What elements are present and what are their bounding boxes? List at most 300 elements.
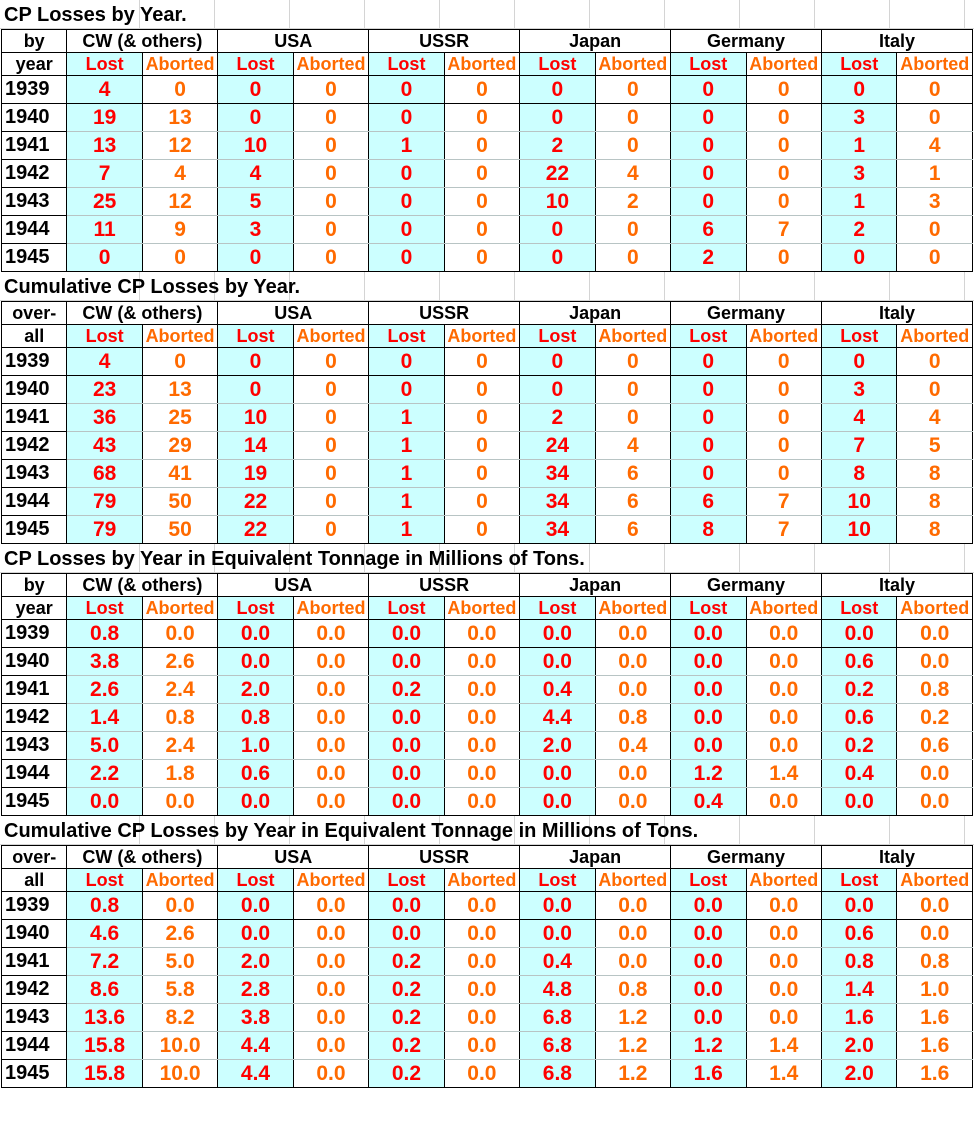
aborted-value-cell: 0: [897, 376, 973, 404]
lost-value-cell: 4.4: [218, 1060, 293, 1088]
aborted-value-cell: 0: [444, 160, 519, 188]
aborted-value-cell: 0: [746, 188, 821, 216]
aborted-value-cell: 1.6: [897, 1032, 973, 1060]
table-row: [2, 704, 973, 732]
lost-value-cell: 0: [369, 376, 444, 404]
lost-value-cell: 4.8: [520, 976, 595, 1004]
aborted-value-cell: 7: [746, 488, 821, 516]
column-header-row: [2, 53, 973, 76]
lost-value-cell: 25: [67, 188, 142, 216]
aborted-value-cell: 0: [293, 488, 368, 516]
aborted-value-cell: 0: [746, 432, 821, 460]
aborted-value-cell: 0.8: [897, 948, 973, 976]
losses-table: [1, 29, 973, 272]
lost-value-cell: 0: [671, 188, 746, 216]
lost-value-cell: 0.2: [369, 1004, 444, 1032]
aborted-value-cell: 0: [595, 104, 670, 132]
lost-value-cell: 0.2: [369, 948, 444, 976]
lost-value-cell: 0.0: [671, 1004, 746, 1032]
aborted-value-cell: 0: [293, 516, 368, 544]
lost-value-cell: 0.0: [671, 676, 746, 704]
lost-value-cell: 7.2: [67, 948, 142, 976]
aborted-value-cell: 4: [142, 160, 217, 188]
lost-value-cell: 0: [218, 376, 293, 404]
lost-value-cell: 0.0: [671, 620, 746, 648]
lost-column-header: Lost: [671, 597, 746, 620]
lost-value-cell: 0.2: [369, 676, 444, 704]
year-cell: 1944: [2, 760, 67, 788]
lost-value-cell: 0: [671, 376, 746, 404]
aborted-column-header: Aborted: [142, 869, 217, 892]
aborted-value-cell: 0.0: [293, 704, 368, 732]
column-header-row: [2, 325, 973, 348]
lost-value-cell: 34: [520, 488, 595, 516]
aborted-value-cell: 0.0: [595, 892, 670, 920]
lost-value-cell: 0.0: [369, 620, 444, 648]
lost-value-cell: 0: [218, 76, 293, 104]
lost-column-header: Lost: [671, 53, 746, 76]
lost-value-cell: 0: [369, 104, 444, 132]
lost-value-cell: 0: [671, 432, 746, 460]
year-cell: 1941: [2, 676, 67, 704]
aborted-column-header: Aborted: [293, 869, 368, 892]
aborted-value-cell: 0.0: [444, 760, 519, 788]
aborted-value-cell: 0.0: [595, 676, 670, 704]
table-row: [2, 788, 973, 816]
aborted-value-cell: 0: [595, 376, 670, 404]
nation-header: USSR: [369, 30, 520, 53]
row-header-top: over-: [2, 302, 67, 325]
nation-header: Italy: [821, 846, 972, 869]
lost-value-cell: 4: [67, 76, 142, 104]
year-cell: 1945: [2, 788, 67, 816]
aborted-column-header: Aborted: [746, 53, 821, 76]
aborted-value-cell: 0.0: [293, 1060, 368, 1088]
aborted-value-cell: 0: [444, 76, 519, 104]
aborted-value-cell: 0: [595, 76, 670, 104]
aborted-value-cell: 0.0: [293, 1004, 368, 1032]
lost-value-cell: 0.0: [671, 976, 746, 1004]
table-row: [2, 676, 973, 704]
table-row: [2, 976, 973, 1004]
aborted-value-cell: 0.0: [746, 892, 821, 920]
lost-column-header: Lost: [821, 597, 896, 620]
lost-column-header: Lost: [369, 325, 444, 348]
aborted-value-cell: 0: [595, 132, 670, 160]
aborted-value-cell: 0.0: [595, 788, 670, 816]
nation-header: Germany: [671, 846, 822, 869]
aborted-column-header: Aborted: [897, 869, 973, 892]
aborted-value-cell: 0: [746, 160, 821, 188]
lost-column-header: Lost: [67, 53, 142, 76]
aborted-value-cell: 0.2: [897, 704, 973, 732]
lost-value-cell: 0.0: [67, 788, 142, 816]
aborted-value-cell: 0.0: [444, 732, 519, 760]
aborted-value-cell: 0: [293, 104, 368, 132]
year-cell: 1943: [2, 460, 67, 488]
losses-table: [1, 845, 973, 1088]
year-cell: 1940: [2, 648, 67, 676]
table-row: [2, 1032, 973, 1060]
aborted-value-cell: 0.0: [746, 1004, 821, 1032]
lost-value-cell: 10: [520, 188, 595, 216]
aborted-value-cell: 0.0: [444, 1032, 519, 1060]
aborted-value-cell: 0: [142, 244, 217, 272]
aborted-value-cell: 0: [293, 376, 368, 404]
lost-value-cell: 4.4: [520, 704, 595, 732]
nation-header: CW (& others): [67, 302, 218, 325]
table-row: [2, 1060, 973, 1088]
aborted-column-header: Aborted: [595, 597, 670, 620]
lost-value-cell: 1: [369, 460, 444, 488]
aborted-column-header: Aborted: [897, 325, 973, 348]
aborted-value-cell: 0.0: [444, 704, 519, 732]
aborted-value-cell: 0: [293, 244, 368, 272]
aborted-value-cell: 1.2: [595, 1004, 670, 1032]
aborted-value-cell: 1.8: [142, 760, 217, 788]
nation-header: Italy: [821, 30, 972, 53]
table-row: [2, 216, 973, 244]
aborted-value-cell: 0: [746, 244, 821, 272]
aborted-value-cell: 8: [897, 516, 973, 544]
nation-header-row: [2, 846, 973, 869]
lost-value-cell: 1: [369, 432, 444, 460]
lost-value-cell: 22: [520, 160, 595, 188]
year-cell: 1944: [2, 488, 67, 516]
lost-value-cell: 0.2: [369, 976, 444, 1004]
lost-value-cell: 2.0: [821, 1032, 896, 1060]
nation-header: USA: [218, 574, 369, 597]
aborted-value-cell: 0.0: [746, 676, 821, 704]
lost-value-cell: 68: [67, 460, 142, 488]
aborted-value-cell: 0.8: [595, 704, 670, 732]
lost-value-cell: 0.2: [821, 732, 896, 760]
aborted-value-cell: 2.4: [142, 676, 217, 704]
lost-column-header: Lost: [520, 597, 595, 620]
table-row: [2, 892, 973, 920]
column-header-row: [2, 869, 973, 892]
year-cell: 1942: [2, 160, 67, 188]
lost-value-cell: 0: [369, 160, 444, 188]
lost-value-cell: 0.4: [671, 788, 746, 816]
nation-header: USA: [218, 846, 369, 869]
lost-value-cell: 7: [821, 432, 896, 460]
lost-value-cell: 0.6: [821, 920, 896, 948]
aborted-value-cell: 0.0: [293, 648, 368, 676]
lost-value-cell: 34: [520, 460, 595, 488]
lost-value-cell: 1.6: [821, 1004, 896, 1032]
lost-value-cell: 6: [671, 216, 746, 244]
aborted-value-cell: 0.0: [293, 892, 368, 920]
year-cell: 1942: [2, 432, 67, 460]
lost-value-cell: 0: [671, 132, 746, 160]
aborted-value-cell: 0: [746, 404, 821, 432]
table-row: [2, 432, 973, 460]
table-row: [2, 516, 973, 544]
aborted-value-cell: 0: [746, 132, 821, 160]
lost-value-cell: 2.0: [218, 676, 293, 704]
nation-header: CW (& others): [67, 846, 218, 869]
lost-value-cell: 0: [821, 76, 896, 104]
aborted-value-cell: 12: [142, 188, 217, 216]
aborted-value-cell: 0: [293, 160, 368, 188]
losses-table: [1, 573, 973, 816]
aborted-value-cell: 0: [142, 348, 217, 376]
aborted-value-cell: 6: [595, 460, 670, 488]
aborted-value-cell: 0: [746, 376, 821, 404]
aborted-value-cell: 50: [142, 516, 217, 544]
table-row: [2, 460, 973, 488]
lost-value-cell: 15.8: [67, 1032, 142, 1060]
aborted-value-cell: 0.0: [746, 920, 821, 948]
lost-value-cell: 5: [218, 188, 293, 216]
section-title: CP Losses by Year.: [0, 0, 974, 29]
aborted-value-cell: 0.0: [746, 788, 821, 816]
lost-value-cell: 5.0: [67, 732, 142, 760]
aborted-value-cell: 41: [142, 460, 217, 488]
row-header-bottom: all: [2, 325, 67, 348]
lost-value-cell: 0: [520, 216, 595, 244]
lost-value-cell: 0.0: [369, 788, 444, 816]
aborted-value-cell: 10.0: [142, 1060, 217, 1088]
aborted-value-cell: 0: [444, 188, 519, 216]
aborted-value-cell: 0: [293, 432, 368, 460]
lost-value-cell: 2.6: [67, 676, 142, 704]
aborted-value-cell: 1: [897, 160, 973, 188]
year-cell: 1943: [2, 732, 67, 760]
lost-value-cell: 1: [369, 132, 444, 160]
aborted-value-cell: 0.0: [293, 760, 368, 788]
lost-value-cell: 0: [369, 216, 444, 244]
lost-value-cell: 0.0: [520, 788, 595, 816]
aborted-value-cell: 0: [293, 460, 368, 488]
aborted-value-cell: 0.8: [897, 676, 973, 704]
lost-value-cell: 3.8: [67, 648, 142, 676]
lost-value-cell: 0.0: [369, 892, 444, 920]
aborted-value-cell: 3: [897, 188, 973, 216]
lost-value-cell: 0.4: [520, 948, 595, 976]
aborted-value-cell: 0.6: [897, 732, 973, 760]
lost-value-cell: 2: [520, 404, 595, 432]
lost-value-cell: 3: [821, 160, 896, 188]
aborted-value-cell: 0.0: [444, 948, 519, 976]
lost-value-cell: 6.8: [520, 1060, 595, 1088]
table-row: [2, 760, 973, 788]
lost-value-cell: 3: [218, 216, 293, 244]
lost-column-header: Lost: [369, 869, 444, 892]
lost-value-cell: 0: [520, 376, 595, 404]
aborted-value-cell: 7: [746, 516, 821, 544]
lost-column-header: Lost: [520, 869, 595, 892]
row-header-top: by: [2, 30, 67, 53]
lost-value-cell: 11: [67, 216, 142, 244]
lost-value-cell: 0.0: [821, 788, 896, 816]
table-row: [2, 244, 973, 272]
aborted-value-cell: 10.0: [142, 1032, 217, 1060]
lost-value-cell: 0.0: [218, 788, 293, 816]
aborted-value-cell: 0: [293, 216, 368, 244]
aborted-value-cell: 0.0: [897, 920, 973, 948]
lost-value-cell: 10: [821, 488, 896, 516]
lost-value-cell: 0.0: [218, 620, 293, 648]
aborted-value-cell: 0: [444, 216, 519, 244]
aborted-column-header: Aborted: [293, 53, 368, 76]
aborted-value-cell: 1.0: [897, 976, 973, 1004]
lost-value-cell: 2.2: [67, 760, 142, 788]
aborted-column-header: Aborted: [444, 53, 519, 76]
aborted-value-cell: 12: [142, 132, 217, 160]
aborted-column-header: Aborted: [595, 869, 670, 892]
aborted-value-cell: 0.0: [444, 648, 519, 676]
aborted-column-header: Aborted: [746, 869, 821, 892]
lost-value-cell: 0.0: [671, 732, 746, 760]
aborted-value-cell: 0: [444, 132, 519, 160]
aborted-value-cell: 2.6: [142, 648, 217, 676]
aborted-value-cell: 0.0: [897, 648, 973, 676]
lost-value-cell: 0.0: [671, 892, 746, 920]
aborted-value-cell: 8: [897, 488, 973, 516]
aborted-column-header: Aborted: [444, 869, 519, 892]
aborted-value-cell: 2.6: [142, 920, 217, 948]
aborted-value-cell: 0.0: [293, 920, 368, 948]
nation-header: USA: [218, 302, 369, 325]
column-header-row: [2, 597, 973, 620]
lost-value-cell: 6.8: [520, 1032, 595, 1060]
aborted-value-cell: 1.6: [897, 1004, 973, 1032]
table-row: [2, 620, 973, 648]
aborted-value-cell: 0.0: [595, 620, 670, 648]
lost-value-cell: 0.6: [821, 704, 896, 732]
aborted-value-cell: 0: [746, 348, 821, 376]
lost-value-cell: 0.0: [671, 948, 746, 976]
lost-value-cell: 22: [218, 488, 293, 516]
lost-value-cell: 14: [218, 432, 293, 460]
lost-value-cell: 8: [671, 516, 746, 544]
lost-value-cell: 36: [67, 404, 142, 432]
lost-column-header: Lost: [671, 325, 746, 348]
aborted-value-cell: 0.0: [746, 620, 821, 648]
lost-value-cell: 0: [67, 244, 142, 272]
lost-value-cell: 79: [67, 516, 142, 544]
aborted-value-cell: 13: [142, 376, 217, 404]
aborted-value-cell: 0: [897, 348, 973, 376]
lost-column-header: Lost: [520, 53, 595, 76]
aborted-value-cell: 1.6: [897, 1060, 973, 1088]
aborted-column-header: Aborted: [142, 325, 217, 348]
aborted-value-cell: 1.2: [595, 1060, 670, 1088]
lost-value-cell: 24: [520, 432, 595, 460]
lost-value-cell: 0.0: [520, 648, 595, 676]
year-cell: 1944: [2, 216, 67, 244]
year-cell: 1940: [2, 920, 67, 948]
lost-value-cell: 0.0: [520, 920, 595, 948]
aborted-value-cell: 0.0: [595, 948, 670, 976]
aborted-value-cell: 0: [444, 404, 519, 432]
lost-value-cell: 0: [520, 348, 595, 376]
lost-value-cell: 0.2: [369, 1060, 444, 1088]
lost-value-cell: 0.8: [67, 892, 142, 920]
aborted-value-cell: 0.0: [746, 648, 821, 676]
table-row: [2, 648, 973, 676]
lost-column-header: Lost: [520, 325, 595, 348]
year-cell: 1943: [2, 188, 67, 216]
aborted-value-cell: 13: [142, 104, 217, 132]
year-cell: 1945: [2, 244, 67, 272]
nation-header: Japan: [520, 302, 671, 325]
aborted-value-cell: 0.0: [595, 920, 670, 948]
nation-header-row: [2, 30, 973, 53]
lost-value-cell: 1: [369, 516, 444, 544]
aborted-value-cell: 0: [897, 104, 973, 132]
aborted-value-cell: 0.0: [746, 976, 821, 1004]
lost-value-cell: 43: [67, 432, 142, 460]
section-title: Cumulative CP Losses by Year in Equivalent Tonnage in Millions of Tons.: [0, 816, 974, 845]
lost-column-header: Lost: [821, 53, 896, 76]
lost-value-cell: 0: [671, 404, 746, 432]
aborted-value-cell: 0: [444, 104, 519, 132]
lost-column-header: Lost: [369, 597, 444, 620]
lost-value-cell: 8: [821, 460, 896, 488]
aborted-value-cell: 1.4: [746, 1060, 821, 1088]
aborted-column-header: Aborted: [444, 325, 519, 348]
lost-value-cell: 0: [369, 348, 444, 376]
table-row: [2, 1004, 973, 1032]
lost-value-cell: 8.6: [67, 976, 142, 1004]
aborted-value-cell: 29: [142, 432, 217, 460]
aborted-value-cell: 0: [897, 216, 973, 244]
lost-value-cell: 1: [821, 132, 896, 160]
aborted-value-cell: 0: [444, 488, 519, 516]
table-row: [2, 948, 973, 976]
aborted-value-cell: 0.0: [897, 760, 973, 788]
lost-value-cell: 0: [671, 460, 746, 488]
lost-value-cell: 0.0: [369, 704, 444, 732]
lost-value-cell: 4.4: [218, 1032, 293, 1060]
year-cell: 1945: [2, 1060, 67, 1088]
lost-value-cell: 0.0: [520, 892, 595, 920]
lost-value-cell: 0: [671, 348, 746, 376]
nation-header-row: [2, 574, 973, 597]
lost-column-header: Lost: [218, 325, 293, 348]
aborted-value-cell: 0: [595, 244, 670, 272]
lost-value-cell: 19: [67, 104, 142, 132]
lost-value-cell: 22: [218, 516, 293, 544]
aborted-value-cell: 1.2: [595, 1032, 670, 1060]
aborted-column-header: Aborted: [595, 325, 670, 348]
aborted-value-cell: 0: [293, 132, 368, 160]
lost-value-cell: 0.4: [520, 676, 595, 704]
aborted-value-cell: 0: [897, 76, 973, 104]
lost-value-cell: 3.8: [218, 1004, 293, 1032]
lost-value-cell: 7: [67, 160, 142, 188]
aborted-value-cell: 5.0: [142, 948, 217, 976]
aborted-value-cell: 0.8: [595, 976, 670, 1004]
aborted-value-cell: 0: [293, 404, 368, 432]
lost-value-cell: 6: [671, 488, 746, 516]
aborted-value-cell: 0.0: [293, 676, 368, 704]
aborted-value-cell: 0.0: [142, 620, 217, 648]
lost-value-cell: 1.4: [821, 976, 896, 1004]
aborted-value-cell: 1.4: [746, 760, 821, 788]
lost-value-cell: 2: [520, 132, 595, 160]
lost-value-cell: 0: [218, 244, 293, 272]
table-row: [2, 732, 973, 760]
aborted-value-cell: 0.0: [142, 788, 217, 816]
lost-value-cell: 0: [671, 76, 746, 104]
lost-value-cell: 0: [821, 244, 896, 272]
aborted-value-cell: 0: [444, 432, 519, 460]
lost-value-cell: 0: [671, 104, 746, 132]
